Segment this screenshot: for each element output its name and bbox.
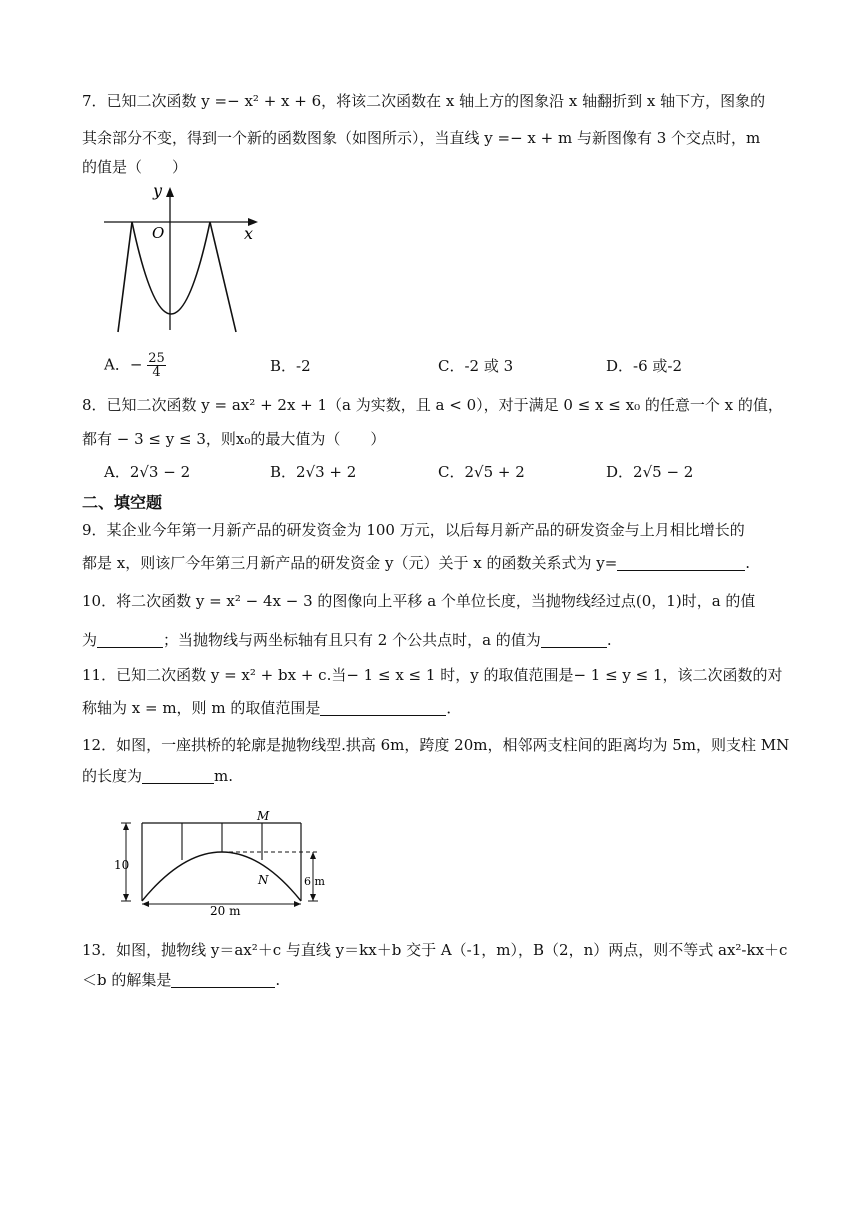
q12-arch-height-label: 6 m [304,875,325,888]
q12-arch-bridge-figure [108,806,338,916]
q8-line-2: 都有 − 3 ≤ y ≤ 3，则x₀的最大值为（ ） [82,430,386,448]
q7-line-3: 的值是（ ） [82,158,188,176]
q10-line-2 [82,630,612,650]
q9-line-1: 9．某企业今年第一月新产品的研发资金为 100 万元，以后每月新产品的研发资金与上月相比增长的 [82,521,745,539]
q7-option-a [104,352,166,379]
q11-line-2-start: 称轴为 x = m，则 m 的取值范围是 [82,699,321,717]
q8-option-d: D．2√5 − 2 [606,463,694,481]
q10-line-1: 10．将二次函数 y = x² − 4x − 3 的图像向上平移 a 个单位长度，当抛物线经过点(0，1)时，a 的值 [82,592,756,610]
q7-y-axis-label: y [153,181,163,200]
q10-line-2-start: 为 [82,631,98,649]
q13-line-1: 13．如图，抛物线 y＝ax²＋c 与直线 y＝kx＋b 交于 A（-1，m），B（2，n）两点，则不等式 ax²-kx＋c [82,941,788,959]
q13-line-2-start: ＜b 的解集是 [82,971,172,989]
q7-option-b: B．-2 [270,357,311,375]
q8-line-1: 8．已知二次函数 y = ax² + 2x + 1（a 为实数，且 a < 0），对于满足 0 ≤ x ≤ x₀ 的任意一个 x 的值， [82,396,783,414]
q8-option-a: A．2√3 − 2 [104,463,191,481]
q8-option-c: C．2√5 + 2 [438,463,525,481]
q12-answer-blank[interactable] [142,767,214,784]
q12-height-label: 10 [114,858,130,872]
q12-line-2-end: m. [214,767,234,785]
q7-line-1: 7．已知二次函数 y =− x² + x + 6，将该二次函数在 x 轴上方的图象沿 x 轴翻折到 x 轴下方，图象的 [82,92,766,110]
q12-line-2 [82,766,233,786]
q12-span-label: 20 m [210,904,241,916]
q12-line-2-start: 的长度为 [82,767,143,785]
q12-n-label: N [258,873,269,887]
q7-option-c: C．-2 或 3 [438,357,514,375]
q10-line-2-mid: ；当抛物线与两坐标轴有且只有 2 个公共点时，a 的值为 [163,631,541,649]
q7-option-d: D．-6 或-2 [606,357,683,375]
q11-line-2 [82,698,461,718]
q13-answer-blank[interactable] [171,971,275,988]
q7-origin-label: O [152,224,165,242]
q8-option-b: B．2√3 + 2 [270,463,357,481]
q12-m-label: M [257,809,270,823]
q9-line-2 [82,553,750,573]
q11-answer-blank[interactable] [320,699,446,716]
q7-x-axis-label: x [244,224,254,243]
q9-answer-blank[interactable] [617,554,745,571]
q11-line-2-end: ． [446,699,462,717]
q12-line-1: 12．如图，一座拱桥的轮廓是抛物线型.拱高 6m，跨度 20m，相邻两支柱间的距离均为 5m，则支柱 MN [82,736,790,754]
q9-line-2-end: . [745,554,751,572]
q7-line-2: 其余部分不变，得到一个新的函数图象（如图所示），当直线 y =− x + m 与新图像有 3 个交点时，m [82,129,761,147]
q7-function-graph [96,180,268,340]
q10-line-2-end: . [606,631,612,649]
section-title: 二、填空题 [82,493,163,512]
q7-option-a-denominator: 4 [152,365,161,380]
q7-option-a-numerator: 25 [148,351,165,366]
q13-line-2-end: . [275,971,281,989]
q10-answer-blank-1[interactable] [97,631,163,648]
q7-option-a-prefix: A．− [104,355,143,374]
q10-answer-blank-2[interactable] [541,631,607,648]
q9-line-2-text: 都是 x，则该厂今年第三月新产品的研发资金 y（元）关于 x 的函数关系式为 y= [82,554,618,572]
q11-line-1: 11．已知二次函数 y = x² + bx + c.当− 1 ≤ x ≤ 1 时，y 的取值范围是− 1 ≤ y ≤ 1，该二次函数的对 [82,666,783,684]
q7-option-a-fraction [147,352,166,379]
q13-line-2 [82,970,280,990]
